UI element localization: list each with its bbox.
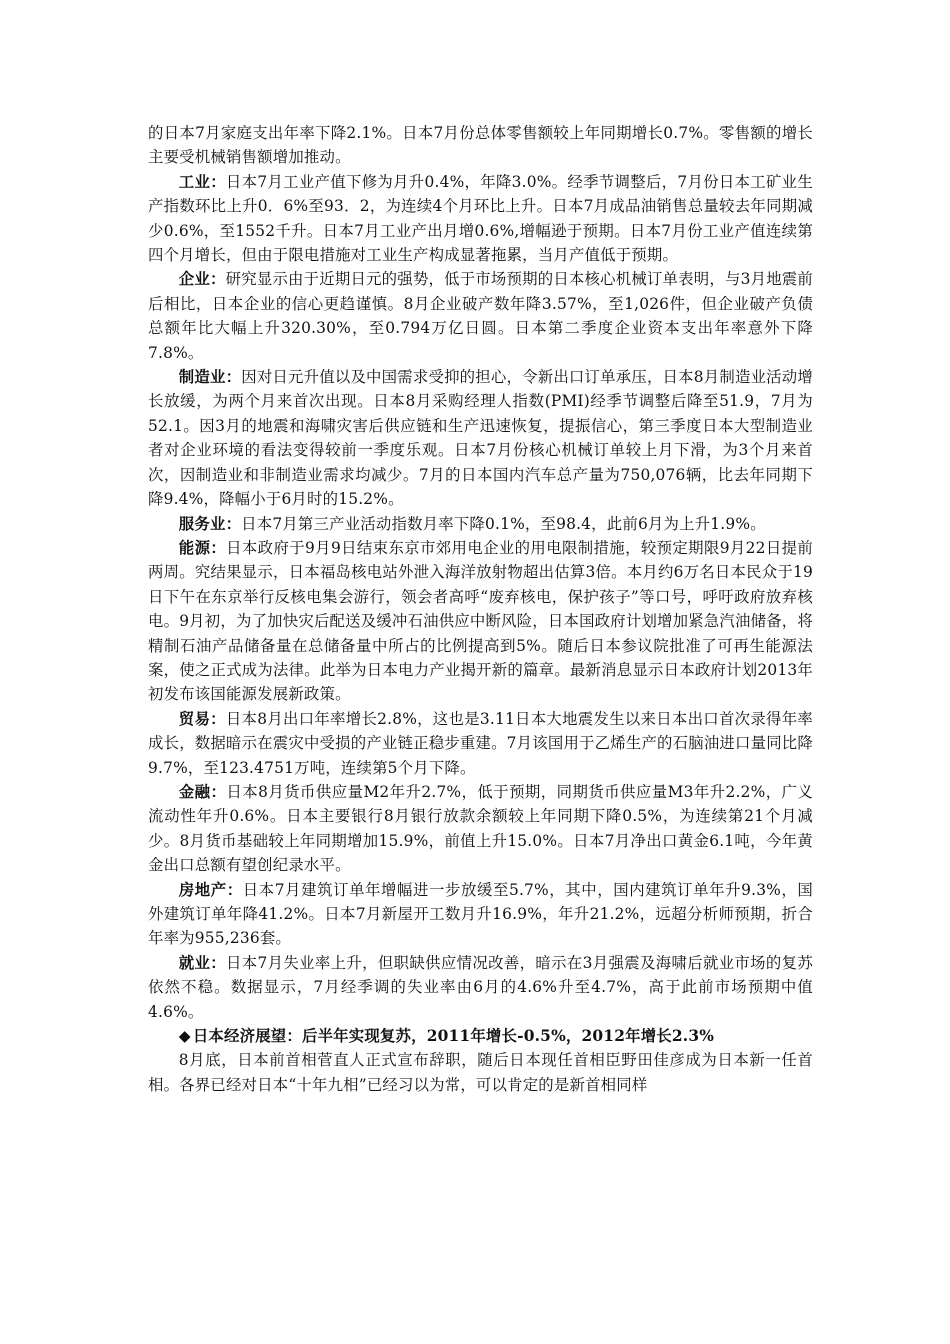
paragraph-text: 日本8月货币供应量M2年升2.7%，低于预期，同期货币供应量M3年升2.2%，广义流动性年升0.6%。日本主要银行8月银行放款余额较上年同期下降0.5%，为连续第21个月减少。8月货币基础较上年同期增加15.9%，前值上升15.0%。日本7月净出口黄金6.1吨，今年黄金出口总额有望创纪录水平。 [148, 782, 813, 875]
paragraph-enterprise [148, 267, 813, 365]
paragraph-lead: 就业： [178, 953, 227, 972]
paragraph-outlook [148, 1048, 813, 1097]
paragraph-lead: 金融： [178, 782, 227, 801]
paragraph-realestate [148, 878, 813, 951]
paragraph-text: 的日本7月家庭支出年率下降2.1%。日本7月份总体零售额较上年同期增长0.7%。零售额的增长主要受机械销售额增加推动。 [148, 124, 813, 167]
paragraph-lead: 能源： [178, 538, 227, 557]
diamond-bullet-icon: ◆ [178, 1027, 191, 1046]
paragraph-employment [148, 951, 813, 1024]
document-page [148, 121, 813, 1097]
paragraph-lead: 企业： [178, 270, 226, 289]
section-heading-text: 日本经济展望：后半年实现复苏，2011年增长-0.5%，2012年增长2.3% [192, 1027, 715, 1046]
paragraph-lead: 房地产： [178, 880, 243, 899]
paragraph-industry [148, 170, 813, 268]
paragraph-text: 日本7月第三产业活动指数月率下降0.1%，至98.4，此前6月为上升1.9%。 [241, 514, 766, 533]
paragraph-trade [148, 707, 813, 780]
paragraph-manufacturing [148, 365, 813, 511]
paragraph-lead: 服务业： [178, 514, 242, 533]
paragraph-text: 日本7月建筑订单年增幅进一步放缓至5.7%，其中，国内建筑订单年升9.3%，国外建筑订单年降41.2%。日本7月新屋开工数月升16.9%，年升21.2%，远超分析师预期，折合年率为955,236套。 [148, 880, 813, 948]
paragraph-consumption [148, 121, 813, 170]
paragraph-text: 8月底，日本前首相菅直人正式宣布辞职，随后日本现任首相臣野田佳彦成为日本新一任首相。各界已经对日本“十年九相”已经习以为常，可以肯定的是新首相同样 [148, 1051, 813, 1094]
paragraph-text: 因对日元升值以及中国需求受抑的担心，令新出口订单承压，日本8月制造业活动增长放缓，为两个月来首次出现。日本8月采购经理人指数(PMI)经季节调整后降至51.9，7月为52.1。因3月的地震和海啸灾害后供应链和生产迅速恢复，提振信心，第三季度日本大型制造业者对企业环境的看法变得较前一季度乐观。日本7月份核心机械订单较上月下滑，为3个月来首次，因制造业和非制造业需求均减少。7月的日本国内汽车总产量为750,076辆，比去年同期下降9.4%，降幅小于6月时的15.2%。 [148, 368, 813, 509]
paragraph-energy [148, 536, 813, 707]
paragraph-lead: 制造业： [178, 368, 242, 387]
paragraph-text: 日本政府于9月9日结束东京市郊用电企业的用电限制措施，较预定期限9月22日提前两周。究结果显示，日本福岛核电站外泄入海洋放射物超出估算3倍。本月约6万名日本民众于19日下午在东京举行反核电集会游行，领会者高呼“废弃核电，保护孩子”等口号，呼吁政府放弃核电。9月初，为了加快灾后配送及缓冲石油供应中断风险，日本国政府计划增加紧急汽油储备，将精制石油产品储备量在总储备量中所占的比例提高到5%。随后日本参议院批准了可再生能源法案，使之正式成为法律。此举为日本电力产业揭开新的篇章。最新消息显示日本政府计划2013年初发布该国能源发展新政策。 [148, 538, 813, 704]
section-heading-outlook [148, 1024, 813, 1048]
paragraph-services [148, 512, 813, 536]
paragraph-text: 日本7月失业率上升，但职缺供应情况改善，暗示在3月强震及海啸后就业市场的复苏依然不稳。数据显示，7月经季调的失业率由6月的4.6%升至4.7%，高于此前市场预期中值4.6%。 [148, 953, 814, 1021]
paragraph-text: 研究显示由于近期日元的强势，低于市场预期的日本核心机械订单表明，与3月地震前后相比，日本企业的信心更趋谨慎。8月企业破产数年降3.57%，至1,026件，但企业破产负债总额年比大幅上升320.30%，至0.794万亿日圆。日本第二季度企业资本支出年率意外下降7.8%。 [148, 270, 813, 362]
paragraph-text: 日本8月出口年率增长2.8%，这也是3.11日本大地震发生以来日本出口首次录得年率成长，数据暗示在震灾中受损的产业链正稳步重建。7月该国用于乙烯生产的石脑油进口量同比降9.7%，至123.4751万吨，连续第5个月下降。 [148, 709, 813, 777]
paragraph-text: 日本7月工业产值下修为月升0.4%，年降3.0%。经季节调整后，7月份日本工矿业生产指数环比上升0．6%至93．2，为连续4个月环比上升。日本7月成品油销售总量较去年同期减少0.6%，至1552千升。日本7月工业产出月增0.6%,增幅逊于预期。日本7月份工业产值连续第四个月增长，但由于限电措施对工业生产构成显著拖累，当月产值低于预期。 [148, 172, 813, 265]
paragraph-lead: 工业： [178, 172, 226, 191]
paragraph-finance [148, 780, 813, 878]
paragraph-lead: 贸易： [178, 709, 226, 728]
